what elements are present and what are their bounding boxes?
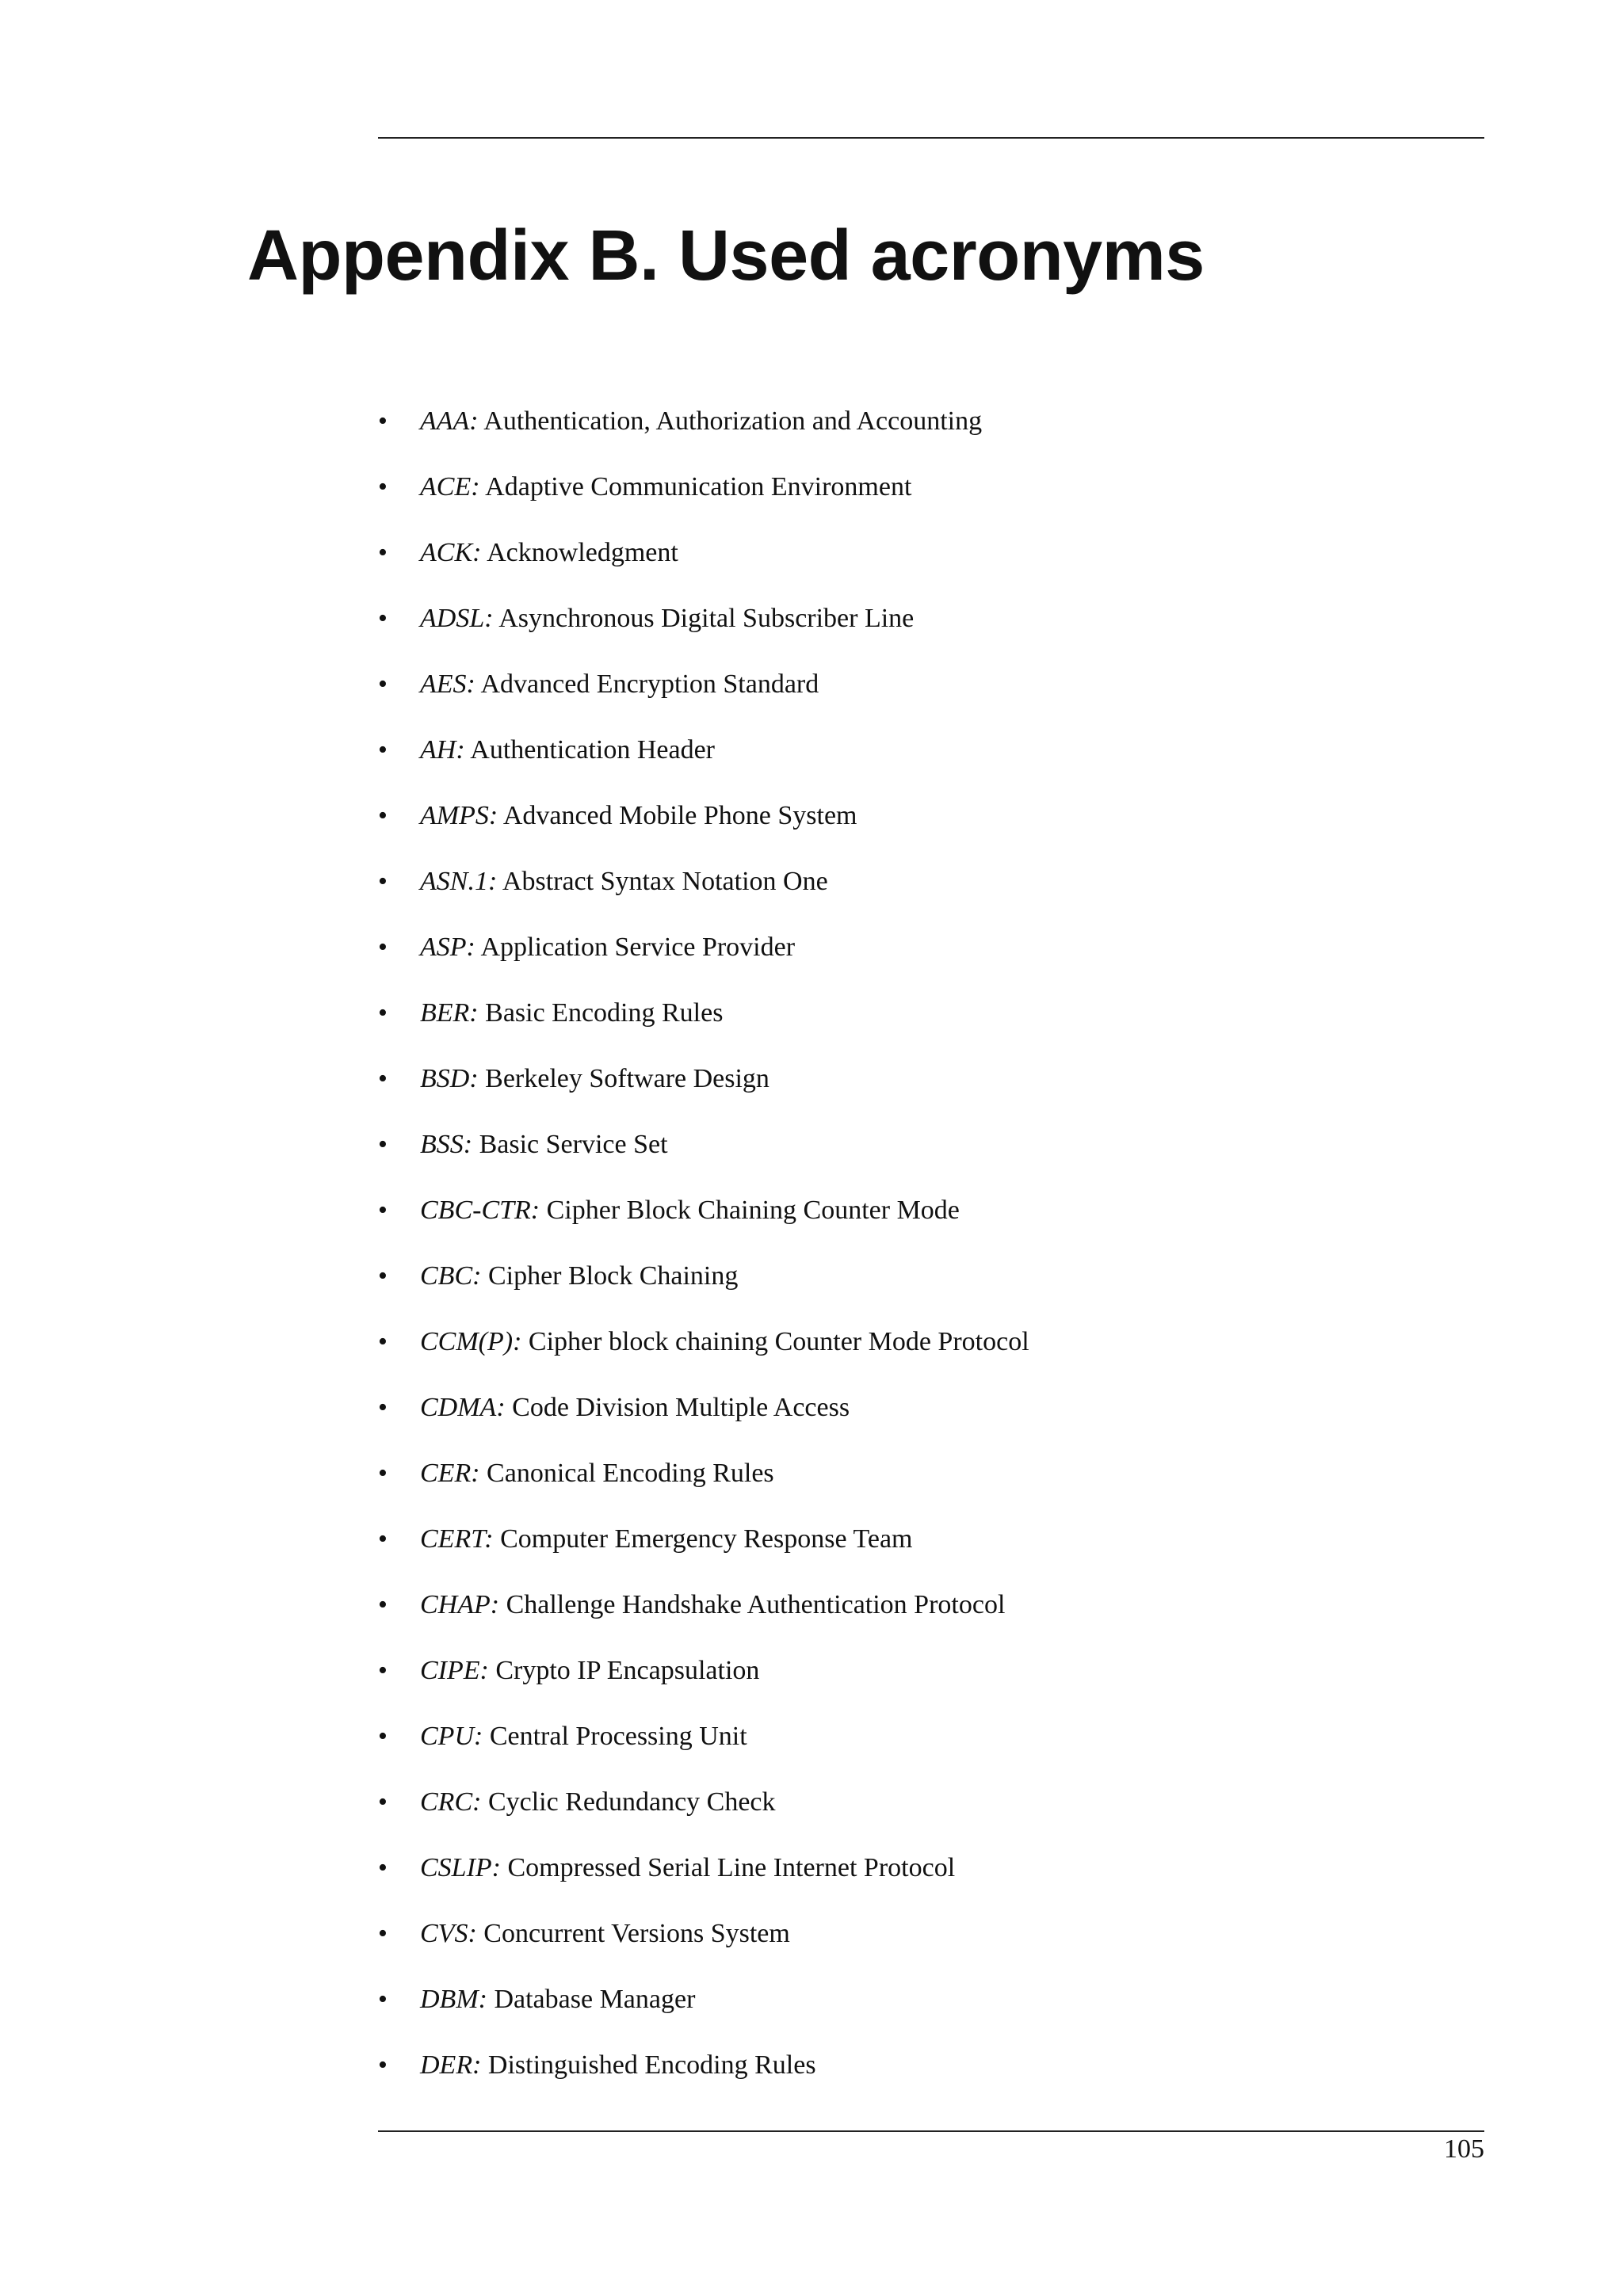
bullet-icon: • — [378, 1722, 388, 1751]
acronym-entry — [420, 1322, 1029, 1363]
bullet-icon: • — [378, 867, 388, 896]
acronym-meaning: Application Service Provider — [480, 933, 796, 962]
bullet-icon: • — [378, 1656, 388, 1685]
list-item — [378, 1650, 1029, 1716]
acronym-entry — [420, 1519, 913, 1560]
bullet-icon: • — [378, 998, 388, 1028]
bullet-icon: • — [378, 406, 388, 436]
acronym-meaning: Cipher Block Chaining — [487, 1261, 739, 1291]
list-item — [378, 993, 1029, 1058]
acronym-entry — [420, 664, 819, 705]
acronym-abbreviation: CER: — [420, 1459, 480, 1488]
acronym-abbreviation: DBM: — [420, 1985, 487, 2014]
list-item — [378, 2045, 1029, 2111]
acronym-entry — [420, 401, 982, 442]
list-item — [378, 467, 1029, 532]
acronym-entry — [420, 1124, 668, 1165]
bullet-icon: • — [378, 472, 388, 502]
acronym-entry — [420, 1913, 790, 1955]
list-item — [378, 1124, 1029, 1190]
list-item — [378, 861, 1029, 927]
acronym-entry — [420, 1650, 759, 1691]
acronym-abbreviation: BSS: — [420, 1130, 473, 1159]
list-item — [378, 1782, 1029, 1848]
list-item — [378, 598, 1029, 664]
acronym-abbreviation: CERT: — [420, 1524, 494, 1554]
acronym-abbreviation: CBC: — [420, 1261, 482, 1291]
acronym-abbreviation: CHAP: — [420, 1590, 500, 1619]
acronym-abbreviation: AH: — [420, 735, 465, 765]
acronym-entry — [420, 1453, 774, 1494]
acronym-entry — [420, 730, 715, 771]
bullet-icon: • — [378, 669, 388, 699]
bullet-icon: • — [378, 801, 388, 830]
bullet-icon: • — [378, 1261, 388, 1291]
list-item — [378, 1256, 1029, 1322]
list-item — [378, 1913, 1029, 1979]
acronym-entry — [420, 598, 914, 639]
list-item — [378, 1387, 1029, 1453]
bullet-icon: • — [378, 1985, 388, 2014]
acronym-meaning: Challenge Handshake Authentication Protocol — [506, 1590, 1006, 1619]
acronym-meaning: Authentication Header — [470, 735, 715, 765]
page-title: Appendix B. Used acronyms — [247, 216, 1205, 296]
acronym-abbreviation: CPU: — [420, 1722, 483, 1751]
acronym-meaning: Crypto IP Encapsulation — [495, 1656, 760, 1685]
acronym-abbreviation: AAA: — [420, 406, 479, 436]
acronym-entry — [420, 532, 678, 574]
acronym-entry — [420, 1585, 1005, 1626]
list-item — [378, 1585, 1029, 1650]
acronym-meaning: Database Manager — [494, 1985, 696, 2014]
list-item — [378, 1322, 1029, 1387]
list-item — [378, 401, 1029, 467]
list-item — [378, 664, 1029, 730]
bullet-icon: • — [378, 2050, 388, 2080]
acronym-abbreviation: ASN.1: — [420, 867, 498, 896]
list-item — [378, 730, 1029, 795]
acronym-abbreviation: DER: — [420, 2050, 482, 2080]
acronym-meaning: Computer Emergency Response Team — [500, 1524, 913, 1554]
acronym-entry — [420, 2045, 816, 2086]
bullet-icon: • — [378, 1327, 388, 1356]
acronym-meaning: Compressed Serial Line Internet Protocol — [507, 1853, 956, 1882]
bullet-icon: • — [378, 1196, 388, 1225]
acronym-meaning: Canonical Encoding Rules — [487, 1459, 774, 1488]
page-number: 105 — [1444, 2134, 1484, 2164]
list-item — [378, 1848, 1029, 1913]
acronym-entry — [420, 861, 828, 902]
acronym-entry — [420, 1190, 960, 1231]
acronym-meaning: Distinguished Encoding Rules — [487, 2050, 816, 2080]
acronym-abbreviation: ASP: — [420, 933, 475, 962]
acronym-meaning: Code Division Multiple Access — [512, 1393, 850, 1422]
acronym-list — [378, 401, 1029, 2111]
acronym-abbreviation: AMPS: — [420, 801, 498, 830]
acronym-entry — [420, 1058, 769, 1100]
acronym-meaning: Acknowledgment — [487, 538, 678, 567]
acronym-meaning: Berkeley Software Design — [485, 1064, 769, 1093]
acronym-entry — [420, 1256, 738, 1297]
bullet-icon: • — [378, 1919, 388, 1948]
acronym-abbreviation: ACK: — [420, 538, 482, 567]
acronym-entry — [420, 1782, 776, 1823]
list-item — [378, 1058, 1029, 1124]
acronym-entry — [420, 927, 795, 968]
acronym-abbreviation: CVS: — [420, 1919, 477, 1948]
acronym-abbreviation: BSD: — [420, 1064, 479, 1093]
acronym-abbreviation: AES: — [420, 669, 475, 699]
list-item — [378, 1979, 1029, 2045]
acronym-entry — [420, 1979, 695, 2020]
bullet-icon: • — [378, 604, 388, 633]
bullet-icon: • — [378, 1459, 388, 1488]
list-item — [378, 927, 1029, 993]
acronym-meaning: Adaptive Communication Environment — [485, 472, 912, 502]
list-item — [378, 795, 1029, 861]
acronym-meaning: Authentication, Authorization and Accounting — [483, 406, 983, 436]
acronym-meaning: Cipher Block Chaining Counter Mode — [546, 1196, 960, 1225]
acronym-abbreviation: CCM(P): — [420, 1327, 522, 1356]
bullet-icon: • — [378, 1853, 388, 1882]
bullet-icon: • — [378, 933, 388, 962]
acronym-abbreviation: CSLIP: — [420, 1853, 501, 1882]
list-item — [378, 532, 1029, 598]
acronym-meaning: Asynchronous Digital Subscriber Line — [498, 604, 915, 633]
acronym-meaning: Basic Encoding Rules — [485, 998, 724, 1028]
list-item — [378, 1716, 1029, 1782]
acronym-abbreviation: ACE: — [420, 472, 480, 502]
list-item — [378, 1519, 1029, 1585]
acronym-abbreviation: CDMA: — [420, 1393, 506, 1422]
bullet-icon: • — [378, 538, 388, 567]
bullet-icon: • — [378, 1590, 388, 1619]
acronym-meaning: Cipher block chaining Counter Mode Protocol — [528, 1327, 1029, 1356]
acronym-meaning: Basic Service Set — [479, 1130, 668, 1159]
acronym-entry — [420, 993, 723, 1034]
bullet-icon: • — [378, 1524, 388, 1554]
list-item — [378, 1453, 1029, 1519]
acronym-abbreviation: CRC: — [420, 1787, 482, 1817]
acronym-entry — [420, 795, 857, 837]
acronym-abbreviation: CBC-CTR: — [420, 1196, 540, 1225]
acronym-entry — [420, 1716, 747, 1757]
header-rule — [378, 137, 1484, 139]
acronym-meaning: Abstract Syntax Notation One — [502, 867, 828, 896]
acronym-abbreviation: BER: — [420, 998, 479, 1028]
footer-rule — [378, 2130, 1484, 2132]
bullet-icon: • — [378, 1393, 388, 1422]
acronym-meaning: Cyclic Redundancy Check — [487, 1787, 776, 1817]
bullet-icon: • — [378, 735, 388, 765]
acronym-entry — [420, 1387, 850, 1428]
acronym-abbreviation: ADSL: — [420, 604, 494, 633]
bullet-icon: • — [378, 1130, 388, 1159]
acronym-meaning: Advanced Mobile Phone System — [502, 801, 857, 830]
acronym-entry — [420, 467, 911, 508]
bullet-icon: • — [378, 1787, 388, 1817]
list-item — [378, 1190, 1029, 1256]
acronym-meaning: Concurrent Versions System — [483, 1919, 790, 1948]
acronym-entry — [420, 1848, 955, 1889]
acronym-meaning: Advanced Encryption Standard — [480, 669, 819, 699]
acronym-abbreviation: CIPE: — [420, 1656, 489, 1685]
acronym-meaning: Central Processing Unit — [489, 1722, 747, 1751]
bullet-icon: • — [378, 1064, 388, 1093]
